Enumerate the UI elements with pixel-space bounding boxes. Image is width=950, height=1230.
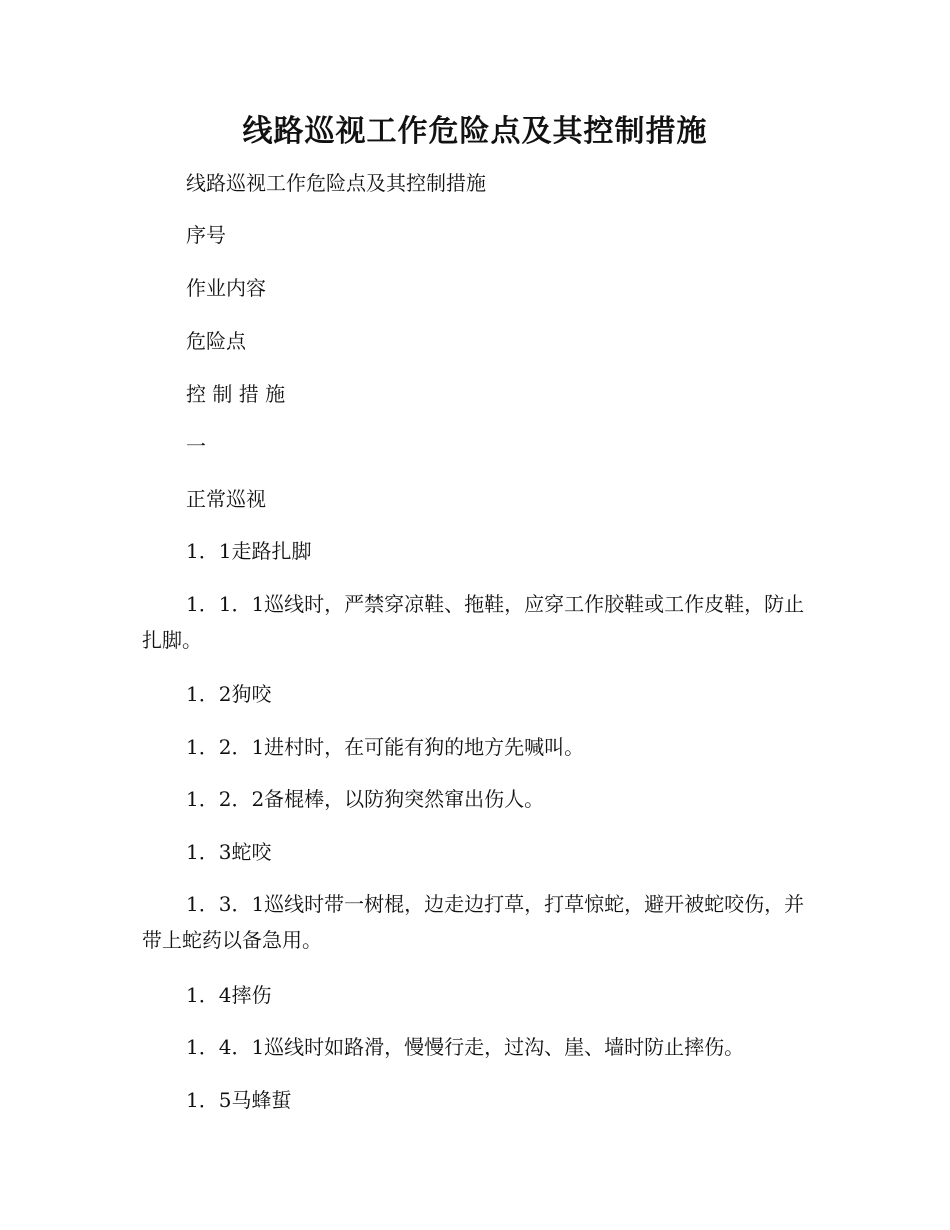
paragraph: 1．3．1巡线时带一树棍，边走边打草，打草惊蛇，避开被蛇咬伤，并带上蛇药以备急用。 [142, 892, 805, 952]
paragraph: 危险点 [186, 329, 246, 353]
paragraph: 线路巡视工作危险点及其控制措施 [186, 171, 486, 195]
paragraph: 1．1走路扎脚 [186, 539, 312, 563]
paragraph: 作业内容 [186, 276, 266, 300]
paragraph: 序号 [186, 223, 226, 247]
paragraph: 控 制 措 施 [186, 382, 286, 406]
paragraph: 1．3蛇咬 [186, 840, 272, 864]
document-title: 线路巡视工作危险点及其控制措施 [242, 114, 708, 149]
paragraph: 正常巡视 [186, 487, 266, 511]
paragraph: 1．4．1巡线时如路滑，慢慢行走，过沟、崖、墙时防止摔伤。 [186, 1035, 745, 1059]
paragraph: 1．4摔伤 [186, 983, 272, 1007]
paragraph: 一 [186, 434, 206, 458]
paragraph: 1．5马蜂蜇 [186, 1088, 292, 1112]
paragraph: 1．2．1进村时，在可能有狗的地方先喊叫。 [186, 735, 585, 759]
paragraph: 1．2．2备棍棒，以防狗突然窜出伤人。 [186, 787, 545, 811]
paragraph: 1．1．1巡线时，严禁穿凉鞋、拖鞋，应穿工作胶鞋或工作皮鞋，防止扎脚。 [142, 592, 805, 652]
paragraph: 1．2狗咬 [186, 682, 272, 706]
